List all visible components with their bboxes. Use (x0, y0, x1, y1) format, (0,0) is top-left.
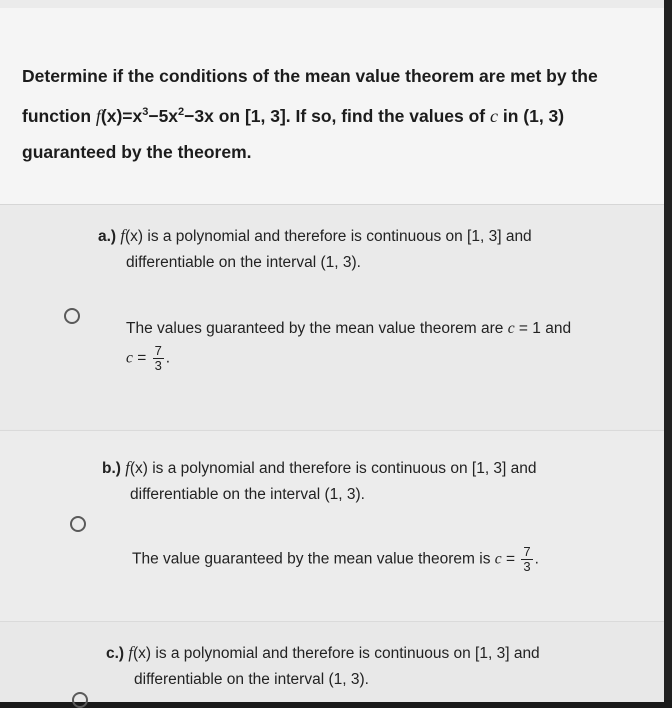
option-b[interactable] (0, 430, 664, 621)
question-text (22, 58, 642, 170)
question-line-2: function $f(x)=x^3-5x^2-3x$ on [1, 3]. If so, find the values of c in (1, 3) (22, 105, 565, 126)
option-b-radio[interactable] (70, 516, 86, 532)
option-a-premise: a.) f(x) is a polynomial and therefore is continuous on [1, 3] and differentiable on the interval (1, 3). (98, 226, 532, 271)
question-line-3: guaranteed by the theorem. (22, 141, 252, 162)
fraction: $\frac{7}{3}$ (154, 343, 162, 373)
option-c-radio[interactable] (72, 692, 88, 708)
option-c[interactable] (0, 621, 664, 702)
option-a-answer: The values guaranteed by the mean value theorem are c = 1 and c = $\frac{7}{3}$ . (126, 320, 572, 373)
option-a-radio[interactable] (64, 308, 80, 324)
window-edge (664, 0, 672, 700)
answer-options (0, 205, 664, 700)
option-a[interactable] (0, 205, 664, 429)
question-line-1: Determine if the conditions of the mean value theorem are met by the (22, 66, 598, 86)
fraction: $\frac{7}{3}$ (523, 544, 531, 574)
option-b-answer: The value guaranteed by the mean value theorem is c = $\frac{7}{3}$ . (132, 544, 539, 574)
option-b-premise: b.) f(x) is a polynomial and therefore is continuous on [1, 3] and differentiable on the interval (1, 3). (102, 458, 537, 503)
question-panel (0, 8, 664, 205)
option-c-premise: c.) f(x) is a polynomial and therefore is continuous on [1, 3] and differentiable on the interval (1, 3). (106, 643, 540, 688)
